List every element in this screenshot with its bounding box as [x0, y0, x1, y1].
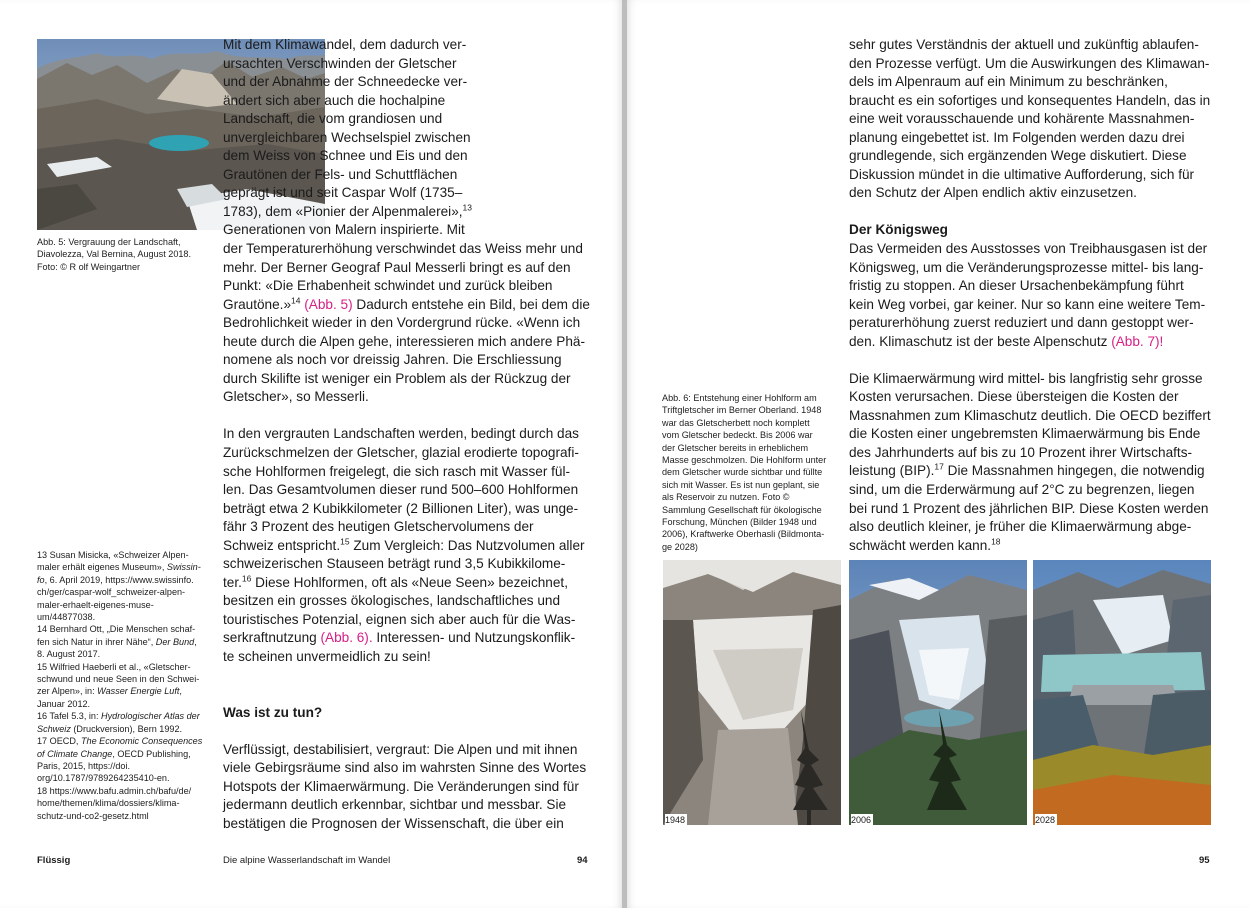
footnote-17: 17 OECD, The Economic Consequences of Climate Change, OECD Publishing, Paris, 2015, https://doi. org/10.1787/9789264235410-en.: [37, 736, 203, 784]
footnote-18: 18 https://www.bafu.admin.ch/bafu/de/ home/themen/klima/dossiers/klima- schutz-und-co2-gesetz.html: [37, 785, 192, 821]
paragraph-kosten: Die Klimaerwärmung wird mittel- bis langfristig sehr grosse Kosten verursachen. Diese übersteigen die Kosten der Massnahmen zum Klimaschutz deutlich. Die OECD beziffert die Kosten einer ungebremsten Klimaerwärmung bis Ende des Jahrhunderts auf bis zu 10 Prozent ihrer Wirtschafts- leistung (BIP).$^{17}$ Die Massnahmen hingegen, die notwendig sind, um die Erderwärmung auf 2°C zu begrenzen, liegen bei rund 1 Prozent des jährlichen BIP. Diese Kosten werden also deutlich kleiner, je früher die Klimaerwärmung abge- schwächt werden kann.$^{18}$: [849, 370, 1211, 553]
section-heading-koenigsweg: Der Königsweg: [849, 222, 948, 238]
photo-year-1948: 1948: [665, 815, 686, 825]
figure-caption-abb6: [662, 392, 834, 553]
page-number-right: 95: [1199, 855, 1210, 866]
glacier-1948-illustration: [663, 560, 841, 825]
footnote-ref-15[interactable]: 15: [340, 536, 350, 547]
footnote-ref-17[interactable]: 17: [934, 461, 944, 472]
photo-glacier-1948: [663, 560, 841, 825]
paragraph-hohlformen: In den vergrauten Landschaften werden, bedingt durch das Zurückschmelzen der Gletscher, glazial erodierte topografi- sche Hohlformen freigelegt, die sich rasch mit Wasser fül- len. Das Gesamtvolumen dieser rund 500–600 Hohlformen beträgt etwa 2 Kubikkilometer (2 Billionen Liter), was unge- fähr 3 Prozent des heutigen Gletschervolumens der Schweiz entspricht.$^{15}$ Zum Vergleich: Das Nutzvolumen aller schweizerischen Stauseen beträgt rund 3,5 Kubikkilome- ter.$^{16}$ Diese Hohlformen, oft als «Neue Seen» bezeichnet, besitzen ein grosses ökologisches, landschaftliches und touristisches Potenzial, eignen sich aber auch für die Was- serkraftnutzung (Abb. 6). Interessen- und Nutzungskonflik- te scheinen unvermeidlich zu sein!: [223, 426, 585, 664]
figure-caption-abb5: [37, 236, 217, 273]
footnote-ref-13[interactable]: 13: [462, 202, 473, 213]
page-number-left: 94: [577, 855, 588, 866]
footnote-15: 15 Wilfried Haeberli et al., «Gletscher- schwund und neue Seen in den Schwei- zer Alpen», in: Wasser Energie Luft, Januar 2012.: [37, 661, 200, 709]
footnote-13: 13 Susan Misicka, «Schweizer Alpen- maler erhält eigenes Museum», Swissin- fo, 6. April 2019, https://www.swissinfo. ch/ger/caspar-wolf_schweizer-alpen- maler-erhaelt-eigenes-muse- um/44877038.: [37, 550, 201, 623]
footnote-16: 16 Tafel 5.3, in: Hydrologischer Atlas der Schweiz (Druckversion), Bern 1992.: [37, 711, 200, 734]
footnote-ref-14[interactable]: 14: [291, 295, 301, 306]
glacier-2028-illustration: [1033, 560, 1211, 825]
figure-ref-abb7-link[interactable]: (Abb. 7)!: [1107, 333, 1164, 349]
left-page: [0, 0, 622, 908]
paragraph-massnahmen: sehr gutes Verständnis der aktuell und zukünftig ablaufen- den Prozesse verfügt. Um die Auswirkungen des Klimawan- dels im Alpenraum auf ein Minimum zu beschränken, braucht es ein sofortiges und konsequentes Handeln, das in eine weit vorausschauende und kohärente Massnahmen- planung eingebettet ist. Im Folgenden werden dazu drei grundlegende, sich ergänzenden Wege diskutiert. Diese Diskussion mündet in die ultimative Aufforderung, sich für den Schutz der Alpen endlich aktiv einzusetzen.: [849, 37, 1211, 201]
photo-year-2006: 2006: [851, 815, 872, 825]
figure-ref-abb5-link[interactable]: (Abb. 5): [300, 296, 353, 312]
photo-glacier-2006: [849, 560, 1027, 825]
glacier-2006-illustration: [849, 560, 1027, 825]
photo-glacier-2028: [1033, 560, 1211, 825]
paragraph-climate-landscape: Mit dem Klimawandel, dem dadurch ver- ursachten Verschwinden der Gletscher und der Abnahme der Schneedecke ver- ändert sich aber auch die hochalpine Landschaft, die vom grandiosen und unvergleichbaren Wechselspiel zwischen dem Weiss von Schnee und Eis und den Grautönen der Fels- und Schuttflächen geprägt ist und seit Caspar Wolf (1735– 1783), dem «Pionier der Alpenmalerei»,$^{13}$ Generationen von Malern inspirierte. Mit der Temperaturerhöhung verschwindet das Weiss mehr und mehr. Der Berner Geograf Paul Messerli bringt es auf den Punkt: «Die Erhabenheit schwindet und zurück bleiben Grautöne.»$^{14}$ (Abb. 5) Dadurch entstehe ein Bild, bei dem die Bedrohlichkeit wieder in den Vordergrund rücke. «Wenn ich heute durch die Alpen gehe, interessieren mich andere Phä- nomene als noch vor dreissig Jahren. Die Erschliessung durch Skilifte ist weniger ein Problem als der Rückzug der Gletscher», so Messerli.: [223, 37, 590, 405]
photo-year-2028: 2028: [1035, 815, 1056, 825]
caption-line: Abb. 5: Vergrauung der Landschaft,: [37, 237, 181, 247]
footnote-14: 14 Bernhard Ott, „Die Menschen schaf- fen sich Natur in ihrer Nähe“, Der Bund, 8. August 2017.: [37, 624, 197, 660]
caption-text: Abb. 6: Entstehung einer Hohlform am Triftgletscher im Berner Oberland. 1948 war das Gletscherbett noch komplett vom Gletscher bedeckt. Bis 2006 war der Gletscher bereits in erheblichem Masse geschmolzen. Die Hohlform unter dem Gletscher wurde sichtbar und füllte sich mit Wasser. Es ist nun geplant, sie als Reservoir zu nutzen. Foto © Sammlung Gesellschaft für ökologische Forschung, München (Bilder 1948 und 2006), Kraftwerke Oberhasli (Bildmonta- ge 2028): [662, 393, 827, 552]
footnote-ref-16[interactable]: 16: [241, 573, 252, 584]
figure-ref-abb6-link[interactable]: (Abb. 6).: [316, 630, 373, 646]
paragraph-hotspots: Verflüssigt, destabilisiert, vergraut: Die Alpen und mit ihnen viele Gebirgsräume sind also im wahrsten Sinne des Wortes Hotspots der Klimaerwärmung. Die Veränderungen sind für jedermann deutlich erkennbar, sichtbar und messbar. Sie bestätigen die Prognosen der Wissenschaft, die über ein: [223, 741, 587, 831]
main-text-left: [223, 36, 598, 833]
right-page: [627, 0, 1250, 908]
paragraph-koenigsweg: Das Vermeiden des Ausstosses von Treibhausgasen ist der Königsweg, um die Veränderungsprozesse mittel- bis lang- fristig zu stoppen. An dieser Ursachenbekämpfung führt kein Weg vorbei, gar keiner. Nur so kann eine weitere Tem- peraturerhöhung zuerst reduziert und dann gestoppt wer- den. Klimaschutz ist der beste Alpenschutz (Abb. 7)!: [849, 240, 1208, 349]
footer-section-name: Flüssig: [37, 855, 71, 866]
footer-chapter-title: Die alpine Wasserlandschaft im Wandel: [223, 855, 391, 866]
section-heading-was-ist-zu-tun: Was ist zu tun?: [223, 704, 323, 720]
caption-line: Foto: © R olf Weingartner: [37, 261, 141, 272]
caption-line: Diavolezza, Val Bernina, August 2018.: [37, 249, 192, 260]
footnotes: [37, 549, 217, 822]
footnote-ref-18[interactable]: 18: [991, 536, 1001, 547]
main-text-right: [849, 36, 1224, 555]
